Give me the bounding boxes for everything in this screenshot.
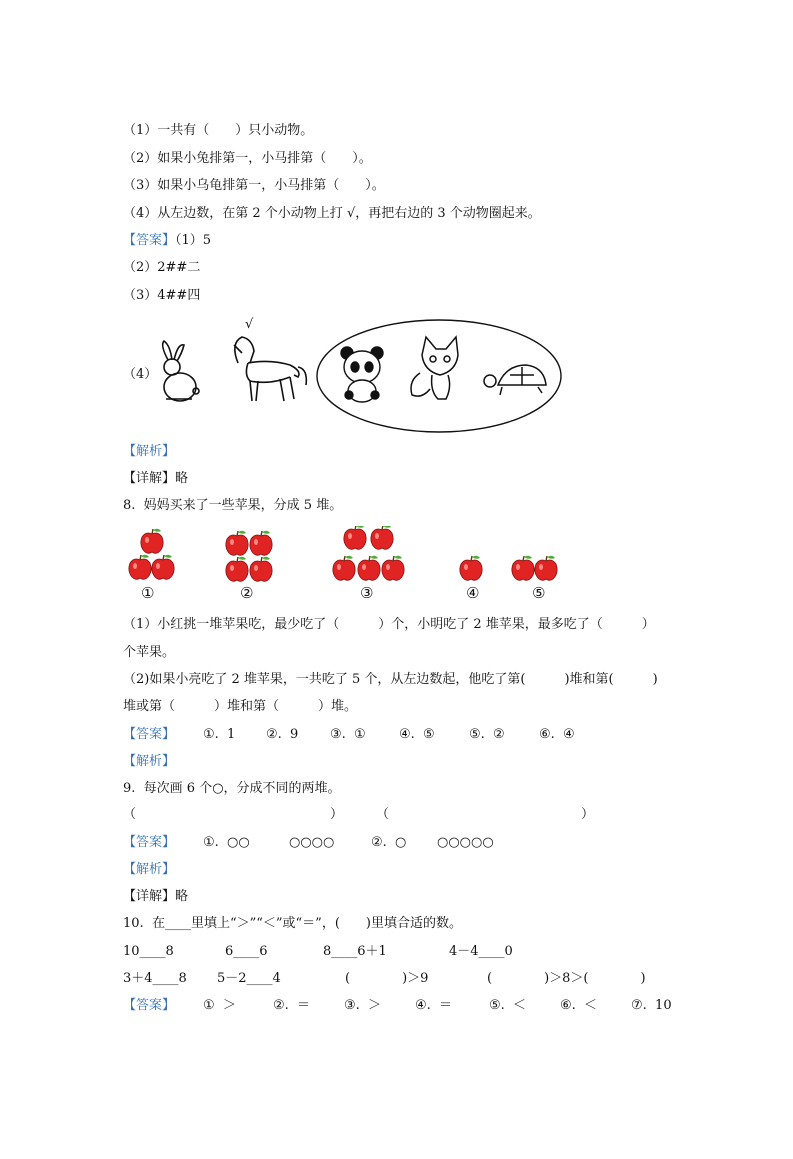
q10-item-6: 5－2____4 — [217, 971, 281, 986]
q7-part3: （3）如果小乌龟排第一，小马排第（ ）。 — [123, 178, 385, 193]
q10-answer-4: ④. ＝ — [415, 998, 453, 1013]
q7-analysis-tag: 【解析】 — [123, 444, 176, 459]
q10-answer-5: ⑤. ＜ — [489, 998, 527, 1013]
q10-answer-1: ① ＞ — [203, 998, 236, 1013]
q9-answer-1: ①. ○○ — [203, 835, 250, 850]
apple-pile-4 — [460, 556, 482, 581]
pile-label-3: ③ — [360, 584, 374, 602]
q10-row-1 — [123, 943, 683, 961]
panda-icon — [341, 347, 383, 402]
pile-label-2: ② — [240, 584, 254, 602]
q8-answer-3: ③. ① — [330, 727, 366, 742]
q8-part2-line2: 堆或第（ ）堆和第（ ）堆。 — [123, 699, 358, 714]
q7-answer-3: （3）4##四 — [123, 288, 201, 303]
q9-answer-2: ②. ○ — [371, 835, 407, 850]
q8-part1-line1: （1）小红挑一堆苹果吃，最少吃了（ ）个，小明吃了 2 堆苹果，最多吃了（ ） — [123, 617, 655, 632]
fox-icon — [411, 337, 458, 399]
q9-right-paren-close: ） — [581, 807, 595, 822]
q7-detail: 【详解】略 — [123, 471, 189, 486]
q10-item-8: ( )＞8＞( ) — [487, 971, 646, 986]
q8-part1-line2: 个苹果。 — [123, 645, 176, 660]
q8-answer-1: ①. 1 — [203, 727, 236, 742]
q10-answer-7: ⑦. 10 — [631, 998, 672, 1013]
apple-pile-3 — [333, 526, 404, 580]
q9-title: 9. 每次画 6 个○，分成不同的两堆。 — [123, 781, 341, 796]
q8-part2-line1: （2)如果小亮吃了 2 堆苹果，一共吃了 5 个，从左边数起，他吃了第( )堆和第( ) — [123, 672, 658, 687]
q7-answer-1: （1）5 — [175, 233, 212, 248]
pile-label-1: ① — [141, 584, 155, 602]
apple-pile-5 — [512, 556, 557, 581]
q8-answer-6: ⑥. ④ — [539, 727, 575, 742]
q10-item-5: 3＋4____8 — [123, 971, 187, 986]
apple-piles-illustration — [125, 526, 575, 586]
q9-analysis-tag: 【解析】 — [123, 862, 176, 877]
q10-item-3: 8____6＋1 — [323, 944, 387, 959]
q10-title: 10. 在____里填上“＞”“＜”或“＝”，( )里填合适的数。 — [123, 916, 462, 931]
q7-part1: （1）一共有（ ）只小动物。 — [123, 123, 314, 138]
q10-item-7: ( )＞9 — [345, 971, 429, 986]
apple-pile-2 — [226, 531, 272, 582]
pile-label-5: ⑤ — [532, 584, 546, 602]
q7-answer-4-label: （4） — [123, 367, 158, 382]
q8-title: 8. 妈妈买来了一些苹果，分成 5 堆。 — [123, 498, 343, 513]
q9-right-paren-open: （ — [376, 807, 390, 822]
answer-tag: 【答案】 — [123, 233, 176, 248]
check-mark: √ — [245, 317, 254, 332]
q7-answer-line — [123, 232, 211, 250]
animals-illustration — [150, 315, 565, 437]
q10-row-2 — [123, 970, 683, 988]
answer-tag: 【答案】 — [123, 835, 176, 850]
q7-answer-2: （2）2##二 — [123, 260, 201, 275]
q7-part4: （4）从左边数，在第 2 个小动物上打 √，再把右边的 3 个动物圈起来。 — [123, 206, 541, 221]
q9-left-paren-close: ） — [330, 807, 344, 822]
turtle-icon — [484, 365, 546, 395]
q8-answer-2: ②. 9 — [266, 727, 299, 742]
q8-analysis-tag: 【解析】 — [123, 754, 176, 769]
apple-pile-1 — [129, 529, 174, 580]
q9-detail: 【详解】略 — [123, 889, 189, 904]
q10-answer-2: ②. ＝ — [273, 998, 311, 1013]
q10-answer-line — [123, 997, 683, 1015]
q10-answer-6: ⑥. ＜ — [560, 998, 598, 1013]
q10-item-1: 10____8 — [123, 944, 174, 959]
q9-answer-1b: ○○○○ — [289, 835, 335, 850]
q9-answer-2b: ○○○○○ — [437, 835, 494, 850]
rabbit-icon — [163, 341, 199, 401]
answer-tag: 【答案】 — [123, 998, 176, 1013]
q8-answer-line — [123, 726, 683, 744]
q8-answer-4: ④. ⑤ — [399, 727, 435, 742]
q9-left-paren-open: （ — [123, 807, 137, 822]
q10-item-2: 6____6 — [225, 944, 268, 959]
q7-part2: （2）如果小兔排第一，小马排第（ ）。 — [123, 151, 372, 166]
q9-answer-line — [123, 834, 623, 852]
pile-label-4: ④ — [466, 584, 480, 602]
q10-item-4: 4－4____0 — [449, 944, 513, 959]
q8-answer-5: ⑤. ② — [469, 727, 505, 742]
q10-answer-3: ③. ＞ — [344, 998, 382, 1013]
answer-tag: 【答案】 — [123, 727, 176, 742]
horse-icon — [234, 337, 306, 401]
q9-blank-line — [123, 806, 603, 824]
